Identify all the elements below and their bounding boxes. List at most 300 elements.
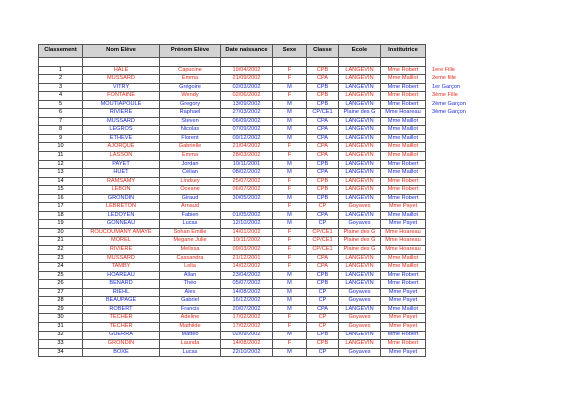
cell-classement[interactable]: 24 xyxy=(39,263,83,272)
cell-ecole[interactable]: LANGEVIN xyxy=(339,194,381,203)
cell-note xyxy=(426,203,482,212)
cell-nom[interactable]: LEBON xyxy=(83,186,160,195)
cell-classement[interactable]: 34 xyxy=(39,348,83,357)
cell-nom[interactable]: BENARD xyxy=(83,280,160,289)
cell-prenom[interactable]: Matteo xyxy=(160,331,221,340)
cell-classe[interactable]: CPB xyxy=(307,92,339,101)
cell-nom[interactable]: ETHEVE xyxy=(83,134,160,143)
cell-nom[interactable]: ROUCOUMANY AMAYE xyxy=(83,228,160,237)
cell-classement[interactable]: 26 xyxy=(39,280,83,289)
cell-date[interactable]: 25/07/2002 xyxy=(221,177,273,186)
cell-prenom[interactable]: Célian xyxy=(160,169,221,178)
cell-nom[interactable]: TECHER xyxy=(83,322,160,331)
cell-ecole[interactable]: LANGEVIN xyxy=(339,100,381,109)
cell-sexe[interactable]: F xyxy=(273,92,307,101)
cell-ecole[interactable]: Goyaves xyxy=(339,288,381,297)
cell-nom[interactable]: LASSON xyxy=(83,152,160,161)
table-row xyxy=(39,297,482,306)
cell-sexe[interactable]: F xyxy=(273,263,307,272)
header-sexe[interactable]: Sexe xyxy=(273,45,307,58)
cell-note xyxy=(426,228,482,237)
cell-nom[interactable]: LEGROS xyxy=(83,126,160,135)
cell-classement[interactable]: 1 xyxy=(39,66,83,75)
cell-institutrice[interactable]: Mme Robert xyxy=(381,177,426,186)
cell-classement[interactable]: 3 xyxy=(39,83,83,92)
cell-classe[interactable]: CPB xyxy=(307,160,339,169)
cell-nom[interactable]: MUSSARD xyxy=(83,254,160,263)
cell-ecole[interactable]: Goyaves xyxy=(339,297,381,306)
cell-ecole[interactable]: Plaine des G xyxy=(339,246,381,255)
cell-nom[interactable]: AJORQUE xyxy=(83,143,160,152)
cell-classe[interactable]: CPA xyxy=(307,211,339,220)
cell-prenom[interactable]: Raphael xyxy=(160,109,221,118)
cell-sexe[interactable]: M xyxy=(273,100,307,109)
cell-prenom[interactable]: Launda xyxy=(160,340,221,349)
cell-nom[interactable]: BOXE xyxy=(83,348,160,357)
cell-date[interactable]: 09/12/2002 xyxy=(221,134,273,143)
cell-date[interactable]: 02/09/2002 xyxy=(221,331,273,340)
cell-ecole[interactable]: LANGEVIN xyxy=(339,211,381,220)
cell-classe[interactable]: CP/CE1 xyxy=(307,246,339,255)
cell-classe[interactable]: CPA xyxy=(307,152,339,161)
cell-prenom[interactable]: Fabien xyxy=(160,211,221,220)
cell-institutrice[interactable]: Mme Hoareau xyxy=(381,237,426,246)
table-row xyxy=(39,237,482,246)
cell-sexe[interactable]: M xyxy=(273,117,307,126)
cell-nom[interactable]: MOUTIAPOULE xyxy=(83,100,160,109)
cell-sexe[interactable]: F xyxy=(273,143,307,152)
cell-institutrice[interactable]: Mme Payet xyxy=(381,348,426,357)
cell-nom[interactable]: VITRY xyxy=(83,83,160,92)
cell-date[interactable]: 30/05/2002 xyxy=(221,194,273,203)
cell-classe[interactable]: CPB xyxy=(307,271,339,280)
cell-classement[interactable]: 27 xyxy=(39,288,83,297)
cell-date[interactable]: 02/06/2002 xyxy=(221,92,273,101)
table-row xyxy=(39,211,482,220)
cell-note xyxy=(426,246,482,255)
cell-prenom[interactable]: Oceane xyxy=(160,186,221,195)
cell-institutrice[interactable]: Mme Maillot xyxy=(381,305,426,314)
cell-classe[interactable]: CP/CE1 xyxy=(307,237,339,246)
cell-sexe[interactable]: M xyxy=(273,331,307,340)
cell-institutrice[interactable]: Mme Maillot xyxy=(381,169,426,178)
cell-ecole[interactable]: LANGEVIN xyxy=(339,186,381,195)
cell-date[interactable]: 13/09/2002 xyxy=(221,100,273,109)
cell-date[interactable]: 14/08/2002 xyxy=(221,288,273,297)
cell-date[interactable]: 17/02/2002 xyxy=(221,314,273,323)
header-date[interactable]: Date naissance xyxy=(221,45,273,58)
cell-institutrice[interactable]: Mme Robert xyxy=(381,100,426,109)
cell-date[interactable]: 06/09/2002 xyxy=(221,117,273,126)
cell-sexe[interactable]: F xyxy=(273,75,307,84)
cell-nom[interactable]: GRONDIN xyxy=(83,194,160,203)
cell-classe[interactable]: CP xyxy=(307,348,339,357)
cell-classement[interactable]: 11 xyxy=(39,152,83,161)
cell-prenom[interactable]: Mathilde xyxy=(160,322,221,331)
cell-sexe[interactable]: M xyxy=(273,126,307,135)
cell-sexe[interactable]: M xyxy=(273,169,307,178)
cell-sexe[interactable]: M xyxy=(273,109,307,118)
cell-sexe[interactable]: F xyxy=(273,177,307,186)
cell-ecole[interactable]: Goyaves xyxy=(339,203,381,212)
cell-date[interactable]: 21/09/2002 xyxy=(221,75,273,84)
cell-sexe[interactable]: F xyxy=(273,314,307,323)
cell-ecole[interactable]: Plaine des G xyxy=(339,228,381,237)
cell-note xyxy=(426,314,482,323)
cell-classe[interactable]: CP xyxy=(307,288,339,297)
cell-classement[interactable]: 32 xyxy=(39,331,83,340)
cell-date[interactable]: 21/04/2002 xyxy=(221,143,273,152)
cell-sexe[interactable]: M xyxy=(273,83,307,92)
cell-date[interactable]: 28/03/2002 xyxy=(221,152,273,161)
cell-institutrice[interactable]: Mme Maillot xyxy=(381,152,426,161)
cell-institutrice[interactable]: Mme Robert xyxy=(381,331,426,340)
cell-institutrice[interactable]: Mme Hoareau xyxy=(381,228,426,237)
table-row xyxy=(39,169,482,178)
cell-classe[interactable]: CPA xyxy=(307,143,339,152)
cell-institutrice[interactable]: Mme Payet xyxy=(381,203,426,212)
cell-classement[interactable]: 31 xyxy=(39,322,83,331)
cell-date[interactable]: 14/08/2002 xyxy=(221,340,273,349)
cell-ecole[interactable]: LANGEVIN xyxy=(339,340,381,349)
cell-institutrice[interactable]: Mme Payet xyxy=(381,297,426,306)
cell-ecole[interactable]: Goyaves xyxy=(339,220,381,229)
cell-classement[interactable]: 10 xyxy=(39,143,83,152)
cell-classement[interactable]: 15 xyxy=(39,186,83,195)
cell-prenom[interactable]: Lindsey xyxy=(160,177,221,186)
cell-classe[interactable]: CPA xyxy=(307,126,339,135)
cell-date[interactable]: 17/02/2002 xyxy=(221,322,273,331)
cell-prenom[interactable]: Lelia xyxy=(160,263,221,272)
cell-date[interactable]: 10/11/2001 xyxy=(221,160,273,169)
cell-date[interactable]: 19/04/2002 xyxy=(221,66,273,75)
cell-prenom[interactable]: Florent xyxy=(160,134,221,143)
cell-nom[interactable]: MOREL xyxy=(83,237,160,246)
cell-institutrice[interactable]: Mme Maillot xyxy=(381,143,426,152)
cell-institutrice[interactable]: Mme Robert xyxy=(381,340,426,349)
cell-ecole[interactable]: LANGEVIN xyxy=(339,126,381,135)
cell-classement[interactable]: 4 xyxy=(39,92,83,101)
cell-institutrice[interactable]: Mme Maillot xyxy=(381,117,426,126)
cell-ecole[interactable]: LANGEVIN xyxy=(339,177,381,186)
cell-ecole[interactable]: LANGEVIN xyxy=(339,117,381,126)
table-row xyxy=(39,203,482,212)
cell-institutrice[interactable]: Mme Maillot xyxy=(381,211,426,220)
cell-institutrice[interactable]: Mme Robert xyxy=(381,280,426,289)
cell-ecole[interactable]: LANGEVIN xyxy=(339,143,381,152)
cell-institutrice[interactable]: Mme Payet xyxy=(381,220,426,229)
cell-sexe[interactable]: M xyxy=(273,211,307,220)
ranking-table xyxy=(38,44,482,357)
cell-date[interactable]: 09/03/2002 xyxy=(221,246,273,255)
cell-sexe[interactable]: M xyxy=(273,134,307,143)
cell-ecole[interactable]: LANGEVIN xyxy=(339,92,381,101)
cell-classement[interactable]: 29 xyxy=(39,305,83,314)
cell-prenom[interactable]: Steven xyxy=(160,117,221,126)
cell-classement[interactable]: 25 xyxy=(39,271,83,280)
cell-prenom[interactable]: Sohan Emilie xyxy=(160,228,221,237)
table-row xyxy=(39,220,482,229)
table-row xyxy=(39,340,482,349)
cell-prenom[interactable]: Capucine xyxy=(160,66,221,75)
table-row xyxy=(39,263,482,272)
cell-classement[interactable]: 22 xyxy=(39,246,83,255)
cell-nom[interactable]: GRONDIN xyxy=(83,340,160,349)
cell-note xyxy=(426,186,482,195)
cell-nom[interactable]: RIVIERE xyxy=(83,246,160,255)
cell-classement[interactable]: 2 xyxy=(39,75,83,84)
cell-note xyxy=(426,305,482,314)
cell-date[interactable]: 02/03/2002 xyxy=(221,83,273,92)
cell-sexe[interactable]: F xyxy=(273,237,307,246)
cell-classe[interactable]: CPB xyxy=(307,66,339,75)
cell-date[interactable]: 07/09/2002 xyxy=(221,126,273,135)
cell-date[interactable]: 23/04/2002 xyxy=(221,271,273,280)
cell-nom[interactable]: ROBERT xyxy=(83,305,160,314)
table-row xyxy=(39,194,482,203)
cell-prenom[interactable]: Megane Julie xyxy=(160,237,221,246)
cell-sexe[interactable]: M xyxy=(273,271,307,280)
cell-ecole[interactable]: LANGEVIN xyxy=(339,254,381,263)
cell-classe[interactable]: CP xyxy=(307,203,339,212)
cell-prenom[interactable]: Grégoire xyxy=(160,83,221,92)
cell-prenom[interactable]: Gabriel xyxy=(160,297,221,306)
cell-prenom[interactable]: Giraud xyxy=(160,194,221,203)
cell-ecole[interactable]: LANGEVIN xyxy=(339,152,381,161)
header-institutrice[interactable]: Institutrice xyxy=(381,45,426,58)
cell-ecole[interactable]: LANGEVIN xyxy=(339,66,381,75)
cell-institutrice[interactable]: Mme Maillot xyxy=(381,126,426,135)
cell-sexe[interactable]: F xyxy=(273,186,307,195)
cell-sexe[interactable]: F xyxy=(273,254,307,263)
cell-sexe[interactable]: F xyxy=(273,322,307,331)
cell-classe[interactable]: CP/CE1 xyxy=(307,109,339,118)
cell-date[interactable]: 22/10/2002 xyxy=(221,348,273,357)
cell-sexe[interactable]: F xyxy=(273,340,307,349)
cell-classe[interactable]: CPA xyxy=(307,305,339,314)
cell-sexe[interactable]: M xyxy=(273,220,307,229)
cell-classement[interactable]: 20 xyxy=(39,228,83,237)
cell-prenom[interactable]: Melissa xyxy=(160,246,221,255)
cell-classe[interactable]: CPA xyxy=(307,117,339,126)
cell-prenom[interactable]: Adeline xyxy=(160,314,221,323)
header-nom[interactable]: Nom Elève xyxy=(83,45,160,58)
cell-ecole[interactable]: LANGEVIN xyxy=(339,169,381,178)
cell-nom[interactable]: GONNEAU xyxy=(83,220,160,229)
cell-sexe[interactable]: M xyxy=(273,194,307,203)
cell-classe[interactable]: CPB xyxy=(307,186,339,195)
cell-ecole[interactable]: LANGEVIN xyxy=(339,263,381,272)
cell-nom[interactable]: HUET xyxy=(83,169,160,178)
cell-institutrice[interactable]: Mme Hoareau xyxy=(381,246,426,255)
cell-sexe[interactable]: M xyxy=(273,348,307,357)
cell-classe[interactable]: CP xyxy=(307,297,339,306)
cell-classe[interactable]: CP/CE1 xyxy=(307,228,339,237)
cell-date[interactable] xyxy=(221,203,273,212)
cell-institutrice[interactable]: Mme Robert xyxy=(381,160,426,169)
cell-nom[interactable]: HALE xyxy=(83,66,160,75)
cell-date[interactable]: 21/12/2001 xyxy=(221,254,273,263)
cell-classement[interactable]: 23 xyxy=(39,254,83,263)
cell-nom[interactable]: PAYET xyxy=(83,160,160,169)
cell-sexe[interactable]: M xyxy=(273,305,307,314)
cell-sexe[interactable]: M xyxy=(273,288,307,297)
cell-ecole[interactable]: LANGEVIN xyxy=(339,271,381,280)
cell-classe[interactable]: CPA xyxy=(307,134,339,143)
cell-sexe[interactable]: F xyxy=(273,152,307,161)
cell-institutrice[interactable]: Mme Payet xyxy=(381,322,426,331)
cell-nom[interactable]: LEBRETON xyxy=(83,203,160,212)
cell-classe[interactable]: CPA xyxy=(307,263,339,272)
table-row xyxy=(39,280,482,289)
cell-institutrice[interactable]: Mme Robert xyxy=(381,66,426,75)
cell-classement[interactable]: 30 xyxy=(39,314,83,323)
cell-nom[interactable]: GUERRA xyxy=(83,331,160,340)
cell-prenom[interactable]: Francis xyxy=(160,305,221,314)
cell-ecole[interactable]: LANGEVIN xyxy=(339,160,381,169)
cell-sexe[interactable]: M xyxy=(273,160,307,169)
cell-ecole[interactable]: LANGEVIN xyxy=(339,331,381,340)
cell-ecole[interactable]: LANGEVIN xyxy=(339,83,381,92)
cell-classement[interactable]: 8 xyxy=(39,126,83,135)
cell-classe[interactable]: CPB xyxy=(307,340,339,349)
cell-sexe[interactable]: F xyxy=(273,246,307,255)
cell-prenom[interactable]: Alex xyxy=(160,288,221,297)
cell-nom[interactable]: MUSSARD xyxy=(83,117,160,126)
cell-note xyxy=(426,220,482,229)
cell-nom[interactable]: HOAREAU xyxy=(83,271,160,280)
cell-prenom[interactable]: Jordan xyxy=(160,160,221,169)
cell-prenom[interactable]: Théo xyxy=(160,280,221,289)
cell-classe[interactable]: CP xyxy=(307,322,339,331)
cell-institutrice[interactable]: Mme Maillot xyxy=(381,254,426,263)
cell-classe[interactable]: CPB xyxy=(307,83,339,92)
cell-prenom[interactable]: Gregory xyxy=(160,100,221,109)
cell-date[interactable]: 01/05/2002 xyxy=(221,211,273,220)
cell-classe[interactable]: CPA xyxy=(307,169,339,178)
cell-nom[interactable]: TAMBY xyxy=(83,263,160,272)
cell-classement[interactable]: 12 xyxy=(39,160,83,169)
cell-classement[interactable]: 6 xyxy=(39,109,83,118)
cell-classement[interactable]: 14 xyxy=(39,177,83,186)
cell-nom[interactable]: RAMSAMY xyxy=(83,177,160,186)
cell-classement[interactable]: 9 xyxy=(39,134,83,143)
cell-nom[interactable]: RIVIERE xyxy=(83,109,160,118)
cell-institutrice[interactable]: Mme Payet xyxy=(381,314,426,323)
cell-prenom[interactable]: Emma xyxy=(160,75,221,84)
cell-date[interactable]: 16/12/2002 xyxy=(221,297,273,306)
cell-sexe[interactable]: F xyxy=(273,203,307,212)
cell-sexe[interactable]: F xyxy=(273,66,307,75)
cell-institutrice[interactable]: Mme Robert xyxy=(381,271,426,280)
cell-classe[interactable]: CPB xyxy=(307,194,339,203)
cell-date[interactable]: 12/10/2002 xyxy=(221,220,273,229)
cell-institutrice[interactable]: Mme Hoareau xyxy=(381,109,426,118)
cell-classe[interactable]: CPA xyxy=(307,75,339,84)
cell-prenom[interactable]: Lucas xyxy=(160,220,221,229)
header-classe[interactable]: Classe xyxy=(307,45,339,58)
cell-institutrice[interactable]: Mme Maillot xyxy=(381,263,426,272)
cell-ecole[interactable]: Goyaves xyxy=(339,314,381,323)
cell-classement[interactable]: 7 xyxy=(39,117,83,126)
cell-institutrice[interactable]: Mme Payet xyxy=(381,288,426,297)
cell-institutrice[interactable]: Mme Robert xyxy=(381,92,426,101)
cell-institutrice[interactable]: Mme Robert xyxy=(381,83,426,92)
cell-date[interactable]: 20/07/2002 xyxy=(221,305,273,314)
cell-classement[interactable]: 19 xyxy=(39,220,83,229)
cell-institutrice[interactable]: Mme Maillot xyxy=(381,134,426,143)
cell-classe[interactable]: CPB xyxy=(307,331,339,340)
cell-ecole[interactable]: Plaine des G xyxy=(339,109,381,118)
cell-classe[interactable]: CPB xyxy=(307,280,339,289)
cell-date[interactable]: 05/07/2002 xyxy=(221,280,273,289)
cell-ecole[interactable]: Plaine des G xyxy=(339,237,381,246)
cell-nom[interactable]: MUSSARD xyxy=(83,75,160,84)
cell-classement[interactable]: 17 xyxy=(39,203,83,212)
cell-classement[interactable]: 18 xyxy=(39,211,83,220)
cell-classement[interactable]: 21 xyxy=(39,237,83,246)
cell-ecole[interactable]: LANGEVIN xyxy=(339,75,381,84)
cell-date[interactable]: 08/02/2002 xyxy=(221,169,273,178)
cell-classe[interactable]: CPB xyxy=(307,177,339,186)
cell-classement[interactable]: 16 xyxy=(39,194,83,203)
cell-institutrice[interactable]: Mme Robert xyxy=(381,194,426,203)
cell-classement[interactable]: 28 xyxy=(39,297,83,306)
header-ecole[interactable]: Ecole xyxy=(339,45,381,58)
cell-nom[interactable]: RIEHL xyxy=(83,288,160,297)
cell-date[interactable]: 27/03/2002 xyxy=(221,109,273,118)
cell-nom[interactable]: BEAUPAGE xyxy=(83,297,160,306)
cell-prenom[interactable]: Wendy xyxy=(160,92,221,101)
cell-prenom[interactable]: Gabrielle xyxy=(160,143,221,152)
cell-date[interactable]: 06/07/2002 xyxy=(221,186,273,195)
cell-ecole[interactable]: Goyaves xyxy=(339,322,381,331)
cell-nom[interactable]: FONTAINE xyxy=(83,92,160,101)
cell-classe[interactable]: CP xyxy=(307,314,339,323)
cell-note xyxy=(426,152,482,161)
cell-ecole[interactable]: LANGEVIN xyxy=(339,280,381,289)
header-classement[interactable]: Classement xyxy=(39,45,83,58)
cell-sexe[interactable]: M xyxy=(273,297,307,306)
cell-date[interactable]: 14/02/2002 xyxy=(221,263,273,272)
cell-institutrice[interactable]: Mme Robert xyxy=(381,186,426,195)
header-prenom[interactable]: Prénom Elève xyxy=(160,45,221,58)
cell-prenom[interactable]: Nicolas xyxy=(160,126,221,135)
cell-nom[interactable]: LEDOYEN xyxy=(83,211,160,220)
cell-classe[interactable]: CPB xyxy=(307,100,339,109)
cell-date[interactable]: 14/01/2002 xyxy=(221,228,273,237)
cell-sexe[interactable]: F xyxy=(273,228,307,237)
cell-ecole[interactable]: Goyaves xyxy=(339,348,381,357)
cell-classe[interactable]: CPA xyxy=(307,254,339,263)
cell-prenom[interactable]: Allan xyxy=(160,271,221,280)
cell-classement[interactable]: 5 xyxy=(39,100,83,109)
cell-prenom[interactable]: Emma xyxy=(160,152,221,161)
cell-ecole[interactable]: LANGEVIN xyxy=(339,305,381,314)
cell-prenom[interactable]: Cassandra xyxy=(160,254,221,263)
cell-prenom[interactable]: Lucas xyxy=(160,348,221,357)
cell-institutrice[interactable]: Mme Maillot xyxy=(381,75,426,84)
cell-ecole[interactable]: LANGEVIN xyxy=(339,134,381,143)
cell-classe[interactable]: CP xyxy=(307,220,339,229)
cell-date[interactable]: 10/11/2002 xyxy=(221,237,273,246)
cell-nom[interactable]: TECHER xyxy=(83,314,160,323)
cell-prenom[interactable]: Arnaud xyxy=(160,203,221,212)
table-row xyxy=(39,92,482,101)
cell-classement[interactable]: 33 xyxy=(39,340,83,349)
cell-classement[interactable]: 13 xyxy=(39,169,83,178)
cell-sexe[interactable]: M xyxy=(273,280,307,289)
